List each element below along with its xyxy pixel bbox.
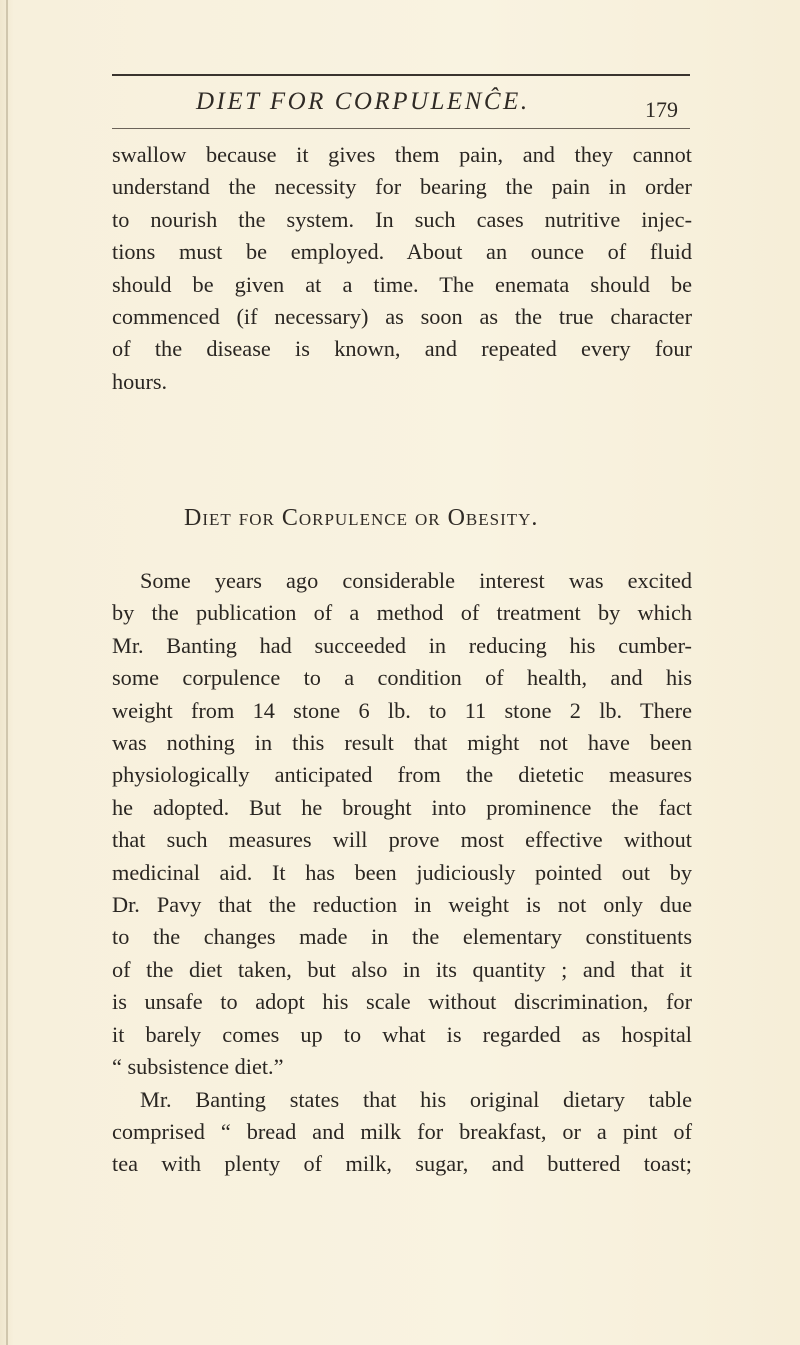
text-line: “ subsistence diet.” [112, 1054, 284, 1080]
text-line: it barely comes up to what is regarded as hospital [112, 1021, 692, 1047]
text-line: hours. [112, 368, 168, 394]
text-line: swallow because it gives them pain, and they cannot [112, 142, 692, 167]
text-line: tions must be employed. About an ounce of fluid [112, 239, 692, 265]
text-line: was nothing in this result that might not have been [112, 730, 692, 756]
text-line: weight from 14 stone 6 lb. to 11 stone 2 lb. There [112, 697, 692, 723]
text-line: medicinal aid. It has been judiciously pointed out by [112, 859, 692, 885]
text-line: comprised “ bread and milk for breakfast, or a pint of [112, 1118, 692, 1144]
text-line: Dr. Pavy that the reduction in weight is not only due [112, 892, 692, 918]
header-top-rule [112, 74, 690, 76]
text-line: Mr. Banting had succeeded in reducing his cumber- [112, 632, 692, 658]
text-line: Some years ago considerable interest was excited [140, 568, 692, 593]
text-line: that such measures will prove most effective without [112, 827, 692, 853]
section-heading: Diet for Corpulence or Obesity. [184, 505, 539, 531]
text-line: should be given at a time. The enemata should be [112, 271, 692, 297]
text-line: Mr. Banting states that his original dietary table [140, 1086, 692, 1112]
text-line: to nourish the system. In such cases nutritive injec- [112, 206, 692, 232]
text-line: physiologically anticipated from the dietetic measures [112, 762, 692, 788]
text-line: he adopted. But he brought into prominence the fact [112, 794, 692, 820]
page-gutter-edge [6, 0, 8, 1345]
header-bottom-rule [112, 128, 690, 129]
text-line: commenced (if necessary) as soon as the true character [112, 304, 692, 330]
text-line: understand the necessity for bearing the pain in order [112, 174, 692, 200]
page-number: 179 [645, 97, 678, 122]
text-line: tea with plenty of milk, sugar, and buttered toast; [112, 1151, 692, 1177]
text-line: of the diet taken, but also in its quantity ; and that it [112, 956, 692, 982]
paragraph-2 [112, 565, 692, 1181]
running-title: DIET FOR CORPULENĈE. [196, 88, 530, 115]
text-line: some corpulence to a condition of health, and his [112, 665, 692, 691]
text-line: of the disease is known, and repeated every four [112, 336, 692, 362]
paragraph-1 [112, 139, 692, 398]
text-line: is unsafe to adopt his scale without discrimination, for [112, 989, 692, 1015]
text-line: by the publication of a method of treatment by which [112, 600, 692, 626]
text-line: to the changes made in the elementary constituents [112, 924, 692, 950]
